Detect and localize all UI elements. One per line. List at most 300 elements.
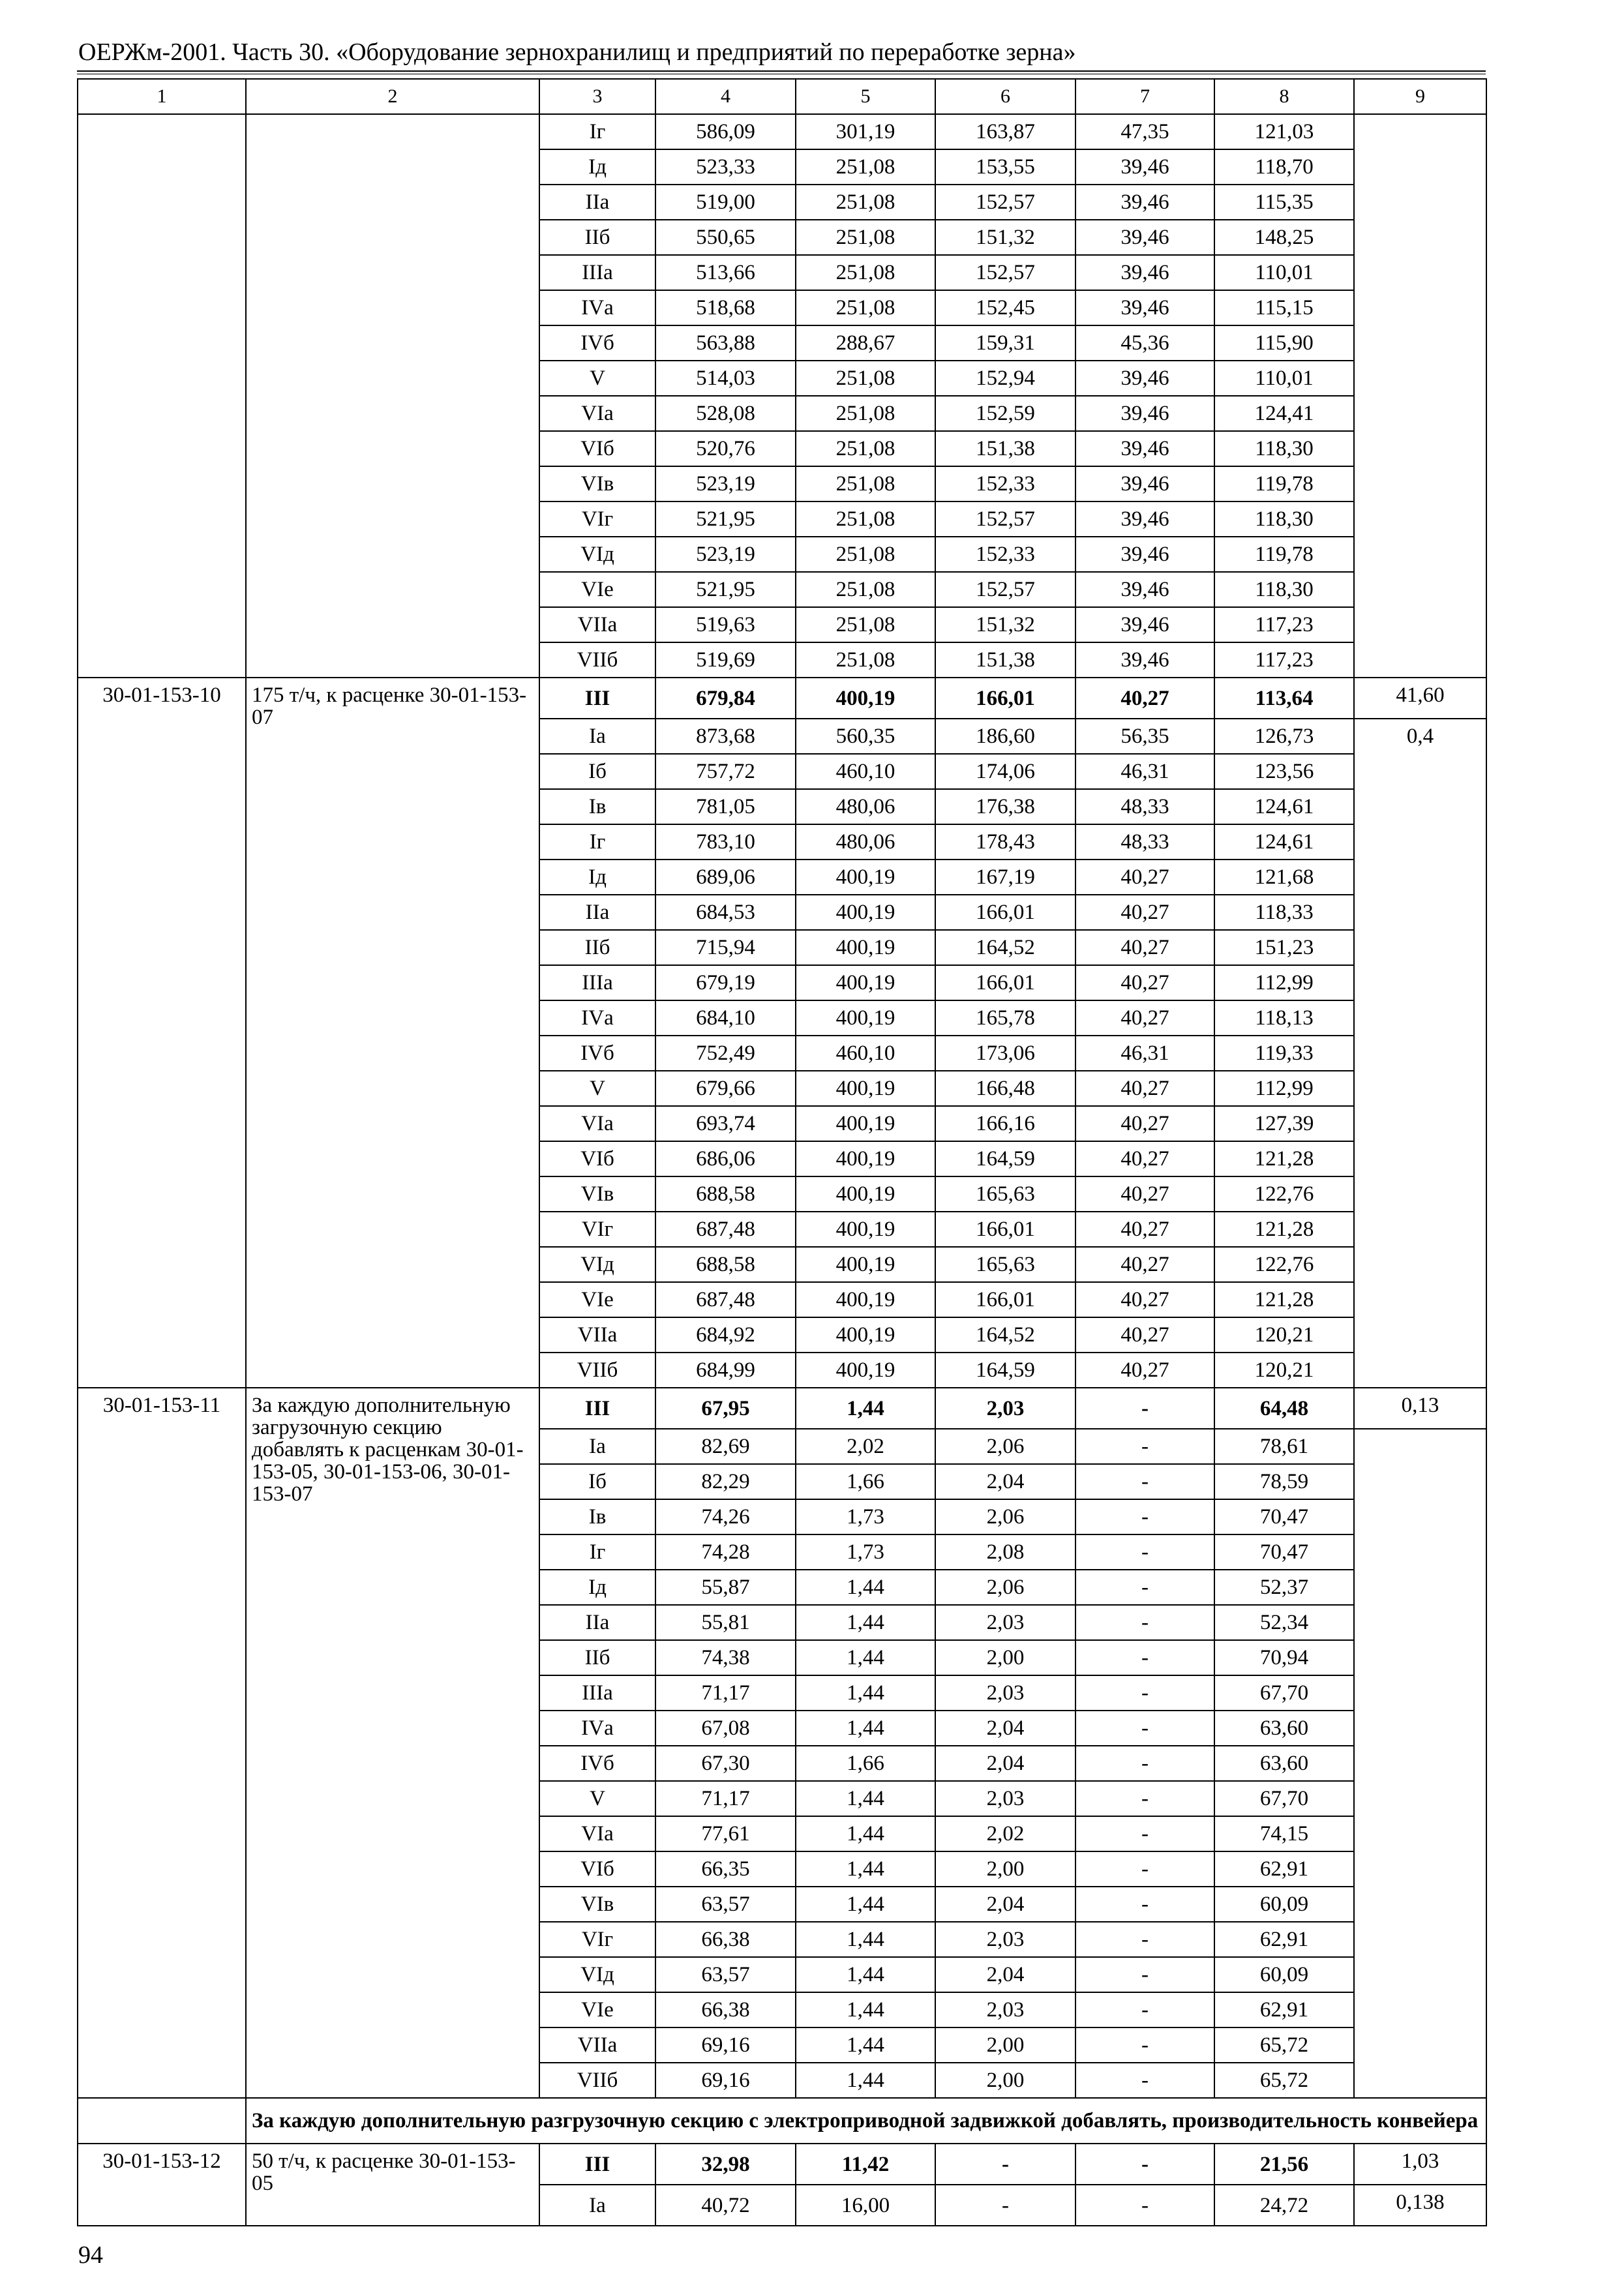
table-row	[78, 114, 1486, 149]
table-cell: 40,72	[655, 2185, 796, 2226]
table-cell: IIа	[539, 895, 655, 930]
table-cell: 513,66	[655, 255, 796, 290]
table-cell: 153,55	[935, 149, 1075, 185]
table-cell: IIб	[539, 1640, 655, 1675]
table-cell: 24,72	[1214, 2185, 1354, 2226]
table-cell: VIIа	[539, 607, 655, 642]
table-cell: 55,87	[655, 1570, 796, 1605]
table-cell: 521,95	[655, 572, 796, 607]
table-cell: 251,08	[796, 642, 935, 678]
table-cell: 480,06	[796, 789, 935, 824]
table-cell: 251,08	[796, 501, 935, 537]
table-cell: 251,08	[796, 255, 935, 290]
table-cell: 688,58	[655, 1247, 796, 1282]
table-cell: 39,46	[1075, 220, 1214, 255]
table-cell: -	[1075, 1570, 1214, 1605]
table-cell: 40,27	[1075, 1176, 1214, 1212]
table-cell: Iг	[539, 824, 655, 860]
table-cell: 400,19	[796, 1212, 935, 1247]
table-cell: 519,00	[655, 185, 796, 220]
table-cell: 40,27	[1075, 1000, 1214, 1036]
table-cell: 40,27	[1075, 965, 1214, 1000]
table-cell: VIIа	[539, 1317, 655, 1353]
table-cell: 121,03	[1214, 114, 1354, 149]
table-cell: 21,56	[1214, 2144, 1354, 2185]
table-cell: 118,33	[1214, 895, 1354, 930]
table-cell: 783,10	[655, 824, 796, 860]
table-cell: -	[1075, 1640, 1214, 1675]
table-cell: 40,27	[1075, 1317, 1214, 1353]
rate-description: За каждую дополнительную загрузочную секцию добавлять к расценкам 30-01-153-05, 30-01-153-06, 30-01-153-07	[246, 1388, 539, 2098]
table-cell: Iа	[539, 2185, 655, 2226]
table-cell: 126,73	[1214, 719, 1354, 754]
table-cell: 2,04	[935, 1464, 1075, 1499]
table-cell: 152,33	[935, 466, 1075, 501]
table-cell: 152,57	[935, 501, 1075, 537]
table-cell: 63,60	[1214, 1746, 1354, 1781]
page-header: ОЕРЖм-2001. Часть 30. «Оборудование зернохранилищ и предприятий по переработке зерна»	[78, 38, 1076, 66]
table-cell: 684,53	[655, 895, 796, 930]
table-cell: 151,38	[935, 431, 1075, 466]
col-header: 9	[1354, 79, 1486, 114]
table-cell: VIе	[539, 1992, 655, 2027]
table-cell: 251,08	[796, 537, 935, 572]
table-cell: 400,19	[796, 1071, 935, 1106]
table-cell: 78,59	[1214, 1464, 1354, 1499]
table-cell: -	[1075, 2185, 1214, 2226]
table-cell: 514,03	[655, 361, 796, 396]
table-cell: 69,16	[655, 2063, 796, 2098]
table-cell: V	[539, 361, 655, 396]
table-cell: 39,46	[1075, 642, 1214, 678]
table-cell: 518,68	[655, 290, 796, 325]
table-cell: IIIа	[539, 965, 655, 1000]
table-cell: -	[1075, 1605, 1214, 1640]
table-cell: 166,01	[935, 1212, 1075, 1247]
table-cell: VIа	[539, 396, 655, 431]
table-cell: 151,23	[1214, 930, 1354, 965]
table-cell: 39,46	[1075, 537, 1214, 572]
table-cell: 127,39	[1214, 1106, 1354, 1141]
table-cell: 2,03	[935, 1992, 1075, 2027]
table-cell: VIг	[539, 501, 655, 537]
table-cell: -	[1075, 2144, 1214, 2185]
table-cell: 70,94	[1214, 1640, 1354, 1675]
table-cell: 16,00	[796, 2185, 935, 2226]
section-heading: За каждую дополнительную разгрузочную секцию с электроприводной задвижкой добавлять, производительность конвейера	[246, 2098, 1486, 2144]
table-cell: 122,76	[1214, 1247, 1354, 1282]
table-cell: 1,44	[796, 1675, 935, 1711]
table-cell: VIв	[539, 1176, 655, 1212]
resource-cell-empty	[1354, 114, 1486, 678]
table-cell: -	[1075, 1388, 1214, 1429]
table-cell: 523,33	[655, 149, 796, 185]
table-cell: VIIа	[539, 2027, 655, 2063]
table-cell: 1,44	[796, 1816, 935, 1851]
table-cell: IIIа	[539, 255, 655, 290]
table-cell: 1,44	[796, 1781, 935, 1816]
table-cell: 400,19	[796, 1000, 935, 1036]
table-cell: 77,61	[655, 1816, 796, 1851]
table-cell: 39,46	[1075, 466, 1214, 501]
table-cell: 521,95	[655, 501, 796, 537]
table-cell: -	[1075, 1851, 1214, 1887]
col-header: 6	[935, 79, 1075, 114]
resource-value: 0,4	[1354, 719, 1486, 1388]
table-cell: 519,63	[655, 607, 796, 642]
table-cell: 752,49	[655, 1036, 796, 1071]
table-cell: 124,41	[1214, 396, 1354, 431]
table-cell: VIе	[539, 572, 655, 607]
table-cell: -	[1075, 1992, 1214, 2027]
table-cell: 39,46	[1075, 185, 1214, 220]
table-cell: 152,57	[935, 185, 1075, 220]
rate-description: 175 т/ч, к расценке 30-01-153-07	[246, 678, 539, 1388]
table-cell: 165,78	[935, 1000, 1075, 1036]
table-cell: 52,37	[1214, 1570, 1354, 1605]
section-spacer	[78, 2098, 246, 2144]
table-cell: 687,48	[655, 1282, 796, 1317]
table-cell: 1,44	[796, 1992, 935, 2027]
table-cell: 1,73	[796, 1534, 935, 1570]
table-cell: 120,21	[1214, 1353, 1354, 1388]
table-cell: VIб	[539, 1851, 655, 1887]
table-cell: 40,27	[1075, 895, 1214, 930]
table-cell: 39,46	[1075, 290, 1214, 325]
table-cell: IIIа	[539, 1675, 655, 1711]
table-cell: 400,19	[796, 965, 935, 1000]
table-cell: 400,19	[796, 1353, 935, 1388]
table-cell: VIд	[539, 1247, 655, 1282]
table-cell: IIа	[539, 1605, 655, 1640]
table-cell: VIг	[539, 1922, 655, 1957]
table-cell: 62,91	[1214, 1922, 1354, 1957]
page-number: 94	[78, 2241, 103, 2269]
table-cell: 686,06	[655, 1141, 796, 1176]
table-cell: 152,45	[935, 290, 1075, 325]
table-cell: III	[539, 678, 655, 719]
section-row	[78, 2098, 1486, 2144]
table-cell: 186,60	[935, 719, 1075, 754]
table-cell: 67,95	[655, 1388, 796, 1429]
table-cell: 66,35	[655, 1851, 796, 1887]
table-cell: 121,28	[1214, 1141, 1354, 1176]
table-cell: IVа	[539, 290, 655, 325]
table-cell: 67,08	[655, 1711, 796, 1746]
table-cell: 110,01	[1214, 361, 1354, 396]
table-cell: VIг	[539, 1212, 655, 1247]
table-cell: 165,63	[935, 1176, 1075, 1212]
table-cell: VIд	[539, 537, 655, 572]
table-cell: 164,59	[935, 1353, 1075, 1388]
table-cell: VIе	[539, 1282, 655, 1317]
code-cell-empty	[78, 114, 246, 678]
table-cell: IVа	[539, 1711, 655, 1746]
table-cell: VIIб	[539, 2063, 655, 2098]
table-cell: IIб	[539, 220, 655, 255]
table-row	[78, 678, 1486, 719]
table-cell: VIIб	[539, 642, 655, 678]
table-cell: 689,06	[655, 860, 796, 895]
table-cell: VIIб	[539, 1353, 655, 1388]
table-cell: 480,06	[796, 824, 935, 860]
table-cell: 1,44	[796, 1922, 935, 1957]
table-cell: 66,38	[655, 1992, 796, 2027]
table-cell: 523,19	[655, 466, 796, 501]
table-cell: VIа	[539, 1106, 655, 1141]
table-cell: 520,76	[655, 431, 796, 466]
table-cell: 148,25	[1214, 220, 1354, 255]
table-cell: 112,99	[1214, 1071, 1354, 1106]
table-cell: 40,27	[1075, 1282, 1214, 1317]
table-cell: 173,06	[935, 1036, 1075, 1071]
table-row	[78, 1388, 1486, 1429]
table-cell: 69,16	[655, 2027, 796, 2063]
table-cell: 40,27	[1075, 1071, 1214, 1106]
table-cell: 164,52	[935, 1317, 1075, 1353]
table-cell: 2,02	[796, 1429, 935, 1464]
table-cell: 117,23	[1214, 642, 1354, 678]
table-cell: 679,84	[655, 678, 796, 719]
rate-code: 30-01-153-10	[78, 678, 246, 1388]
table-cell: IVа	[539, 1000, 655, 1036]
table-cell: VIд	[539, 1957, 655, 1992]
table-cell: 40,27	[1075, 1247, 1214, 1282]
table-cell: 48,33	[1075, 824, 1214, 860]
table-cell: 781,05	[655, 789, 796, 824]
table-cell: 2,00	[935, 2027, 1075, 2063]
table-cell: IVб	[539, 1036, 655, 1071]
table-cell: VIв	[539, 1887, 655, 1922]
table-cell: 118,30	[1214, 572, 1354, 607]
table-cell: 71,17	[655, 1675, 796, 1711]
table-cell: 64,48	[1214, 1388, 1354, 1429]
table-cell: IVб	[539, 325, 655, 361]
table-cell: 166,01	[935, 1282, 1075, 1317]
table-cell: 2,04	[935, 1957, 1075, 1992]
table-cell: 2,04	[935, 1711, 1075, 1746]
table-cell: 62,91	[1214, 1851, 1354, 1887]
col-header: 5	[796, 79, 935, 114]
table-cell: 163,87	[935, 114, 1075, 149]
table-cell: 39,46	[1075, 396, 1214, 431]
table-cell: 166,01	[935, 678, 1075, 719]
table-cell: 121,28	[1214, 1282, 1354, 1317]
table-cell: 251,08	[796, 396, 935, 431]
table-cell: 400,19	[796, 860, 935, 895]
table-body	[78, 79, 1486, 2226]
table-cell: 152,33	[935, 537, 1075, 572]
table-cell: 71,17	[655, 1781, 796, 1816]
table-cell: 166,16	[935, 1106, 1075, 1141]
rate-description: 50 т/ч, к расценке 30-01-153-05	[246, 2144, 539, 2226]
table-cell: VIб	[539, 431, 655, 466]
table-cell: 52,34	[1214, 1605, 1354, 1640]
table-cell: 251,08	[796, 220, 935, 255]
table-cell: 2,03	[935, 1388, 1075, 1429]
table-cell: 1,44	[796, 1640, 935, 1675]
table-cell: -	[1075, 1816, 1214, 1851]
table-cell: IIа	[539, 185, 655, 220]
table-cell: 151,38	[935, 642, 1075, 678]
table-cell: -	[935, 2144, 1075, 2185]
table-cell: 40,27	[1075, 1106, 1214, 1141]
table-cell: -	[1075, 1534, 1214, 1570]
table-cell: 119,33	[1214, 1036, 1354, 1071]
resource-value: 0,138	[1354, 2185, 1486, 2226]
table-cell: 684,92	[655, 1317, 796, 1353]
table-cell: 62,91	[1214, 1992, 1354, 2027]
table-cell: VIб	[539, 1141, 655, 1176]
table-cell: 251,08	[796, 290, 935, 325]
table-cell: 151,32	[935, 607, 1075, 642]
table-cell: 2,06	[935, 1499, 1075, 1534]
table-cell: VIв	[539, 466, 655, 501]
table-cell: 74,26	[655, 1499, 796, 1534]
table-cell: 178,43	[935, 824, 1075, 860]
table-cell: 1,44	[796, 1388, 935, 1429]
table-cell: 40,27	[1075, 1141, 1214, 1176]
table-cell: Iв	[539, 789, 655, 824]
col-header: 1	[78, 79, 246, 114]
table-cell: VIа	[539, 1816, 655, 1851]
table-cell: -	[1075, 2027, 1214, 2063]
col-header: 4	[655, 79, 796, 114]
table-cell: Iа	[539, 719, 655, 754]
table-cell: 1,44	[796, 1851, 935, 1887]
table-cell: 119,78	[1214, 466, 1354, 501]
table-cell: 40,27	[1075, 1353, 1214, 1388]
table-cell: 112,99	[1214, 965, 1354, 1000]
table-cell: 523,19	[655, 537, 796, 572]
table-cell: 1,44	[796, 1570, 935, 1605]
table-cell: 2,03	[935, 1605, 1075, 1640]
table-cell: III	[539, 2144, 655, 2185]
col-header: 7	[1075, 79, 1214, 114]
table-cell: 400,19	[796, 1106, 935, 1141]
table-cell: 679,66	[655, 1071, 796, 1106]
col-header: 2	[246, 79, 539, 114]
table-cell: 460,10	[796, 754, 935, 789]
table-cell: 121,68	[1214, 860, 1354, 895]
table-cell: 123,56	[1214, 754, 1354, 789]
table-cell: 1,44	[796, 2063, 935, 2098]
table-cell: 1,44	[796, 2027, 935, 2063]
col-header: 8	[1214, 79, 1354, 114]
table-cell: 65,72	[1214, 2027, 1354, 2063]
table-cell: 115,90	[1214, 325, 1354, 361]
table-cell: 2,06	[935, 1570, 1075, 1605]
table-cell: 118,30	[1214, 431, 1354, 466]
table-cell: 74,28	[655, 1534, 796, 1570]
table-cell: 124,61	[1214, 824, 1354, 860]
table-cell: 2,06	[935, 1429, 1075, 1464]
table-cell: Iг	[539, 114, 655, 149]
table-cell: 519,69	[655, 642, 796, 678]
table-cell: -	[1075, 2063, 1214, 2098]
table-cell: -	[1075, 1887, 1214, 1922]
table-cell: 119,78	[1214, 537, 1354, 572]
table-cell: 82,29	[655, 1464, 796, 1499]
table-cell: 120,21	[1214, 1317, 1354, 1353]
table-cell: 40,27	[1075, 930, 1214, 965]
rate-code: 30-01-153-12	[78, 2144, 246, 2226]
table-cell: III	[539, 1388, 655, 1429]
table-cell: 159,31	[935, 325, 1075, 361]
table-cell: 115,15	[1214, 290, 1354, 325]
table-cell: 66,38	[655, 1922, 796, 1957]
table-cell: 152,57	[935, 572, 1075, 607]
table-cell: 45,36	[1075, 325, 1214, 361]
table-cell: 586,09	[655, 114, 796, 149]
table-cell: 122,76	[1214, 1176, 1354, 1212]
table-cell: 2,00	[935, 1640, 1075, 1675]
table-cell: 251,08	[796, 572, 935, 607]
table-cell: 70,47	[1214, 1499, 1354, 1534]
table-cell: 60,09	[1214, 1887, 1354, 1922]
table-cell: 400,19	[796, 1282, 935, 1317]
table-cell: -	[1075, 1675, 1214, 1711]
table-cell: 39,46	[1075, 149, 1214, 185]
table-cell: 46,31	[1075, 1036, 1214, 1071]
table-cell: 400,19	[796, 678, 935, 719]
table-cell: 40,27	[1075, 860, 1214, 895]
table-cell: 873,68	[655, 719, 796, 754]
table-cell: -	[935, 2185, 1075, 2226]
table-cell: 400,19	[796, 1317, 935, 1353]
table-cell: 400,19	[796, 1176, 935, 1212]
table-cell: 251,08	[796, 185, 935, 220]
table-cell: 166,01	[935, 895, 1075, 930]
table-cell: -	[1075, 1746, 1214, 1781]
table-cell: Iд	[539, 860, 655, 895]
table-cell: 1,73	[796, 1499, 935, 1534]
table-cell: 400,19	[796, 930, 935, 965]
table-cell: 251,08	[796, 431, 935, 466]
table-cell: -	[1075, 1957, 1214, 1992]
table-cell: 1,44	[796, 1957, 935, 1992]
table-cell: 400,19	[796, 1141, 935, 1176]
table-cell: 1,44	[796, 1711, 935, 1746]
table-cell: 117,23	[1214, 607, 1354, 642]
table-cell: 110,01	[1214, 255, 1354, 290]
table-cell: V	[539, 1071, 655, 1106]
table-cell: 164,59	[935, 1141, 1075, 1176]
table-cell: 124,61	[1214, 789, 1354, 824]
table-cell: 39,46	[1075, 501, 1214, 537]
table-cell: 48,33	[1075, 789, 1214, 824]
table-cell: 174,06	[935, 754, 1075, 789]
table-cell: 251,08	[796, 361, 935, 396]
table-cell: 251,08	[796, 466, 935, 501]
table-cell: V	[539, 1781, 655, 1816]
table-cell: 118,30	[1214, 501, 1354, 537]
table-cell: 152,59	[935, 396, 1075, 431]
table-cell: 400,19	[796, 895, 935, 930]
table-cell: 40,27	[1075, 678, 1214, 719]
table-cell: 560,35	[796, 719, 935, 754]
resource-value: 41,60	[1354, 678, 1486, 719]
table-cell: 1,66	[796, 1746, 935, 1781]
table-cell: 152,94	[935, 361, 1075, 396]
table-cell: 166,01	[935, 965, 1075, 1000]
table-cell: 460,10	[796, 1036, 935, 1071]
table-cell: 11,42	[796, 2144, 935, 2185]
table-cell: 60,09	[1214, 1957, 1354, 1992]
table-cell: 2,08	[935, 1534, 1075, 1570]
table-cell: 164,52	[935, 930, 1075, 965]
table-cell: 152,57	[935, 255, 1075, 290]
